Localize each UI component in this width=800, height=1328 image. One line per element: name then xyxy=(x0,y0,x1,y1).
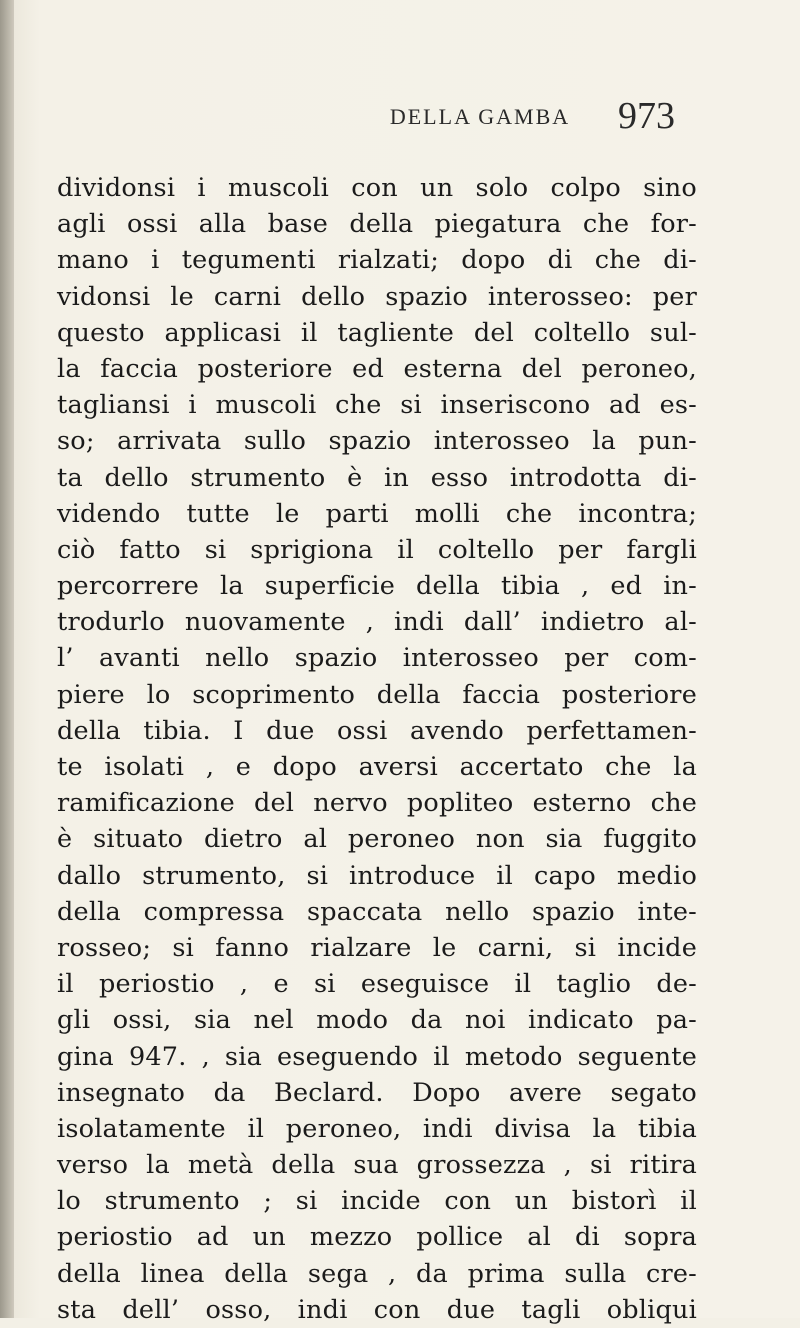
text-line: lo strumento ; si incide con un bistorì il xyxy=(57,1186,697,1217)
text-line: isolatamente il peroneo, indi divisa la tibia xyxy=(57,1113,697,1144)
text-line: so; arrivata sullo spazio interosseo la pun- xyxy=(57,426,697,457)
page-number: 973 xyxy=(618,95,675,137)
text-line: tagliansi i muscoli che si inseriscono ad es- xyxy=(57,390,697,421)
running-head xyxy=(0,95,800,154)
text-line: piere lo scoprimento della faccia posteriore xyxy=(57,679,697,710)
text-line: ta dello strumento è in esso introdotta di- xyxy=(57,462,697,493)
text-line: ciò fatto si sprigiona il coltello per fargli xyxy=(57,534,697,565)
body-text xyxy=(57,170,697,1328)
text-line: gli ossi, sia nel modo da noi indicato pa- xyxy=(57,1005,697,1036)
text-line: la faccia posteriore ed esterna del peroneo, xyxy=(57,353,697,384)
text-line: della linea della sega , da prima sulla cre- xyxy=(57,1258,697,1289)
text-line: della tibia. I due ossi avendo perfettamen- xyxy=(57,715,697,746)
text-line: agli ossi alla base della piegatura che for- xyxy=(57,209,697,240)
text-line: verso la metà della sua grossezza , si ritira xyxy=(57,1150,697,1181)
text-line: percorrere la superficie della tibia , ed in- xyxy=(57,571,697,602)
text-line: rosseo; si fanno rialzare le carni, si incide xyxy=(57,932,697,963)
text-line: il periostio , e si eseguisce il taglio de- xyxy=(57,969,697,1000)
text-line: l’ avanti nello spazio interosseo per com- xyxy=(57,643,697,674)
text-line: ramificazione del nervo popliteo esterno che xyxy=(57,788,697,819)
text-line: sta dell’ osso, indi con due tagli obliqui xyxy=(57,1294,697,1325)
text-line: trodurlo nuovamente , indi dall’ indietro al- xyxy=(57,607,697,638)
text-line: è situato dietro al peroneo non sia fuggito xyxy=(57,824,697,855)
text-line: mano i tegumenti rialzati; dopo di che di- xyxy=(57,245,697,276)
text-line: te isolati , e dopo aversi accertato che la xyxy=(57,752,697,782)
text-line: periostio ad un mezzo pollice al di sopra xyxy=(57,1222,697,1253)
text-line: gina 947. , sia eseguendo il metodo seguente xyxy=(57,1041,697,1072)
text-line: della compressa spaccata nello spazio inte- xyxy=(57,896,697,927)
text-line: questo applicasi il tagliente del coltello sul- xyxy=(57,317,697,348)
text-line: insegnato da Beclard. Dopo avere segato xyxy=(57,1077,697,1108)
text-line: dividonsi i muscoli con un solo colpo sino xyxy=(57,173,697,203)
page-spine-shadow xyxy=(0,0,14,1318)
text-line: vidonsi le carni dello spazio interosseo: per xyxy=(57,281,697,312)
running-head-title: DELLA GAMBA xyxy=(389,104,571,129)
text-line: videndo tutte le parti molli che incontra; xyxy=(57,498,697,529)
text-line: dallo strumento, si introduce il capo medio xyxy=(57,860,697,891)
